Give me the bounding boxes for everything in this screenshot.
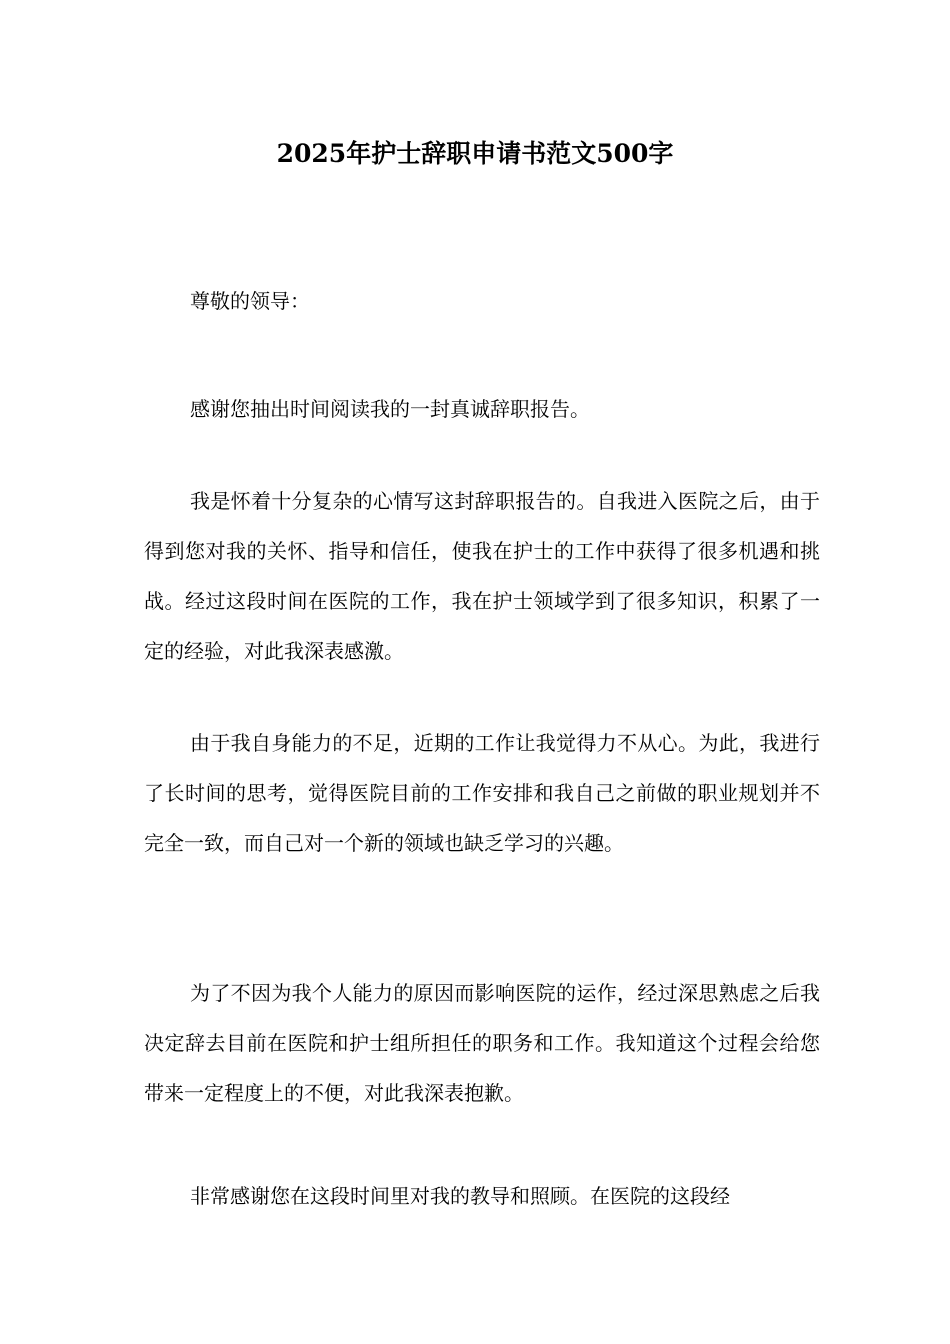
paragraph-3: 由于我自身能力的不足，近期的工作让我觉得力不从心。为此，我进行了长时间的思考，觉得医院目前的工作安排和我自己之前做的职业规划并不完全一致，而自己对一个新的领域也缺乏学习的兴趣。: [144, 731, 820, 855]
document-title: 2025年护士辞职申请书范文500字: [276, 139, 674, 168]
salutation: 尊敬的领导：: [190, 289, 310, 313]
paragraph-2: 我是怀着十分复杂的心情写这封辞职报告的。自我进入医院之后，由于得到您对我的关怀、指导和信任，使我在护士的工作中获得了很多机遇和挑战。经过这段时间在医院的工作，我在护士领域学到了很多知识，积累了一定的经验，对此我深表感激。: [144, 489, 820, 663]
paragraph-4: 为了不因为我个人能力的原因而影响医院的运作，经过深思熟虑之后我决定辞去目前在医院和护士组所担任的职务和工作。我知道这个过程会给您带来一定程度上的不便，对此我深表抱歉。: [144, 981, 820, 1105]
paragraph-1: 感谢您抽出时间阅读我的一封真诚辞职报告。: [190, 397, 590, 421]
paragraph-5: 非常感谢您在这段时间里对我的教导和照顾。在医院的这段经: [190, 1184, 730, 1208]
